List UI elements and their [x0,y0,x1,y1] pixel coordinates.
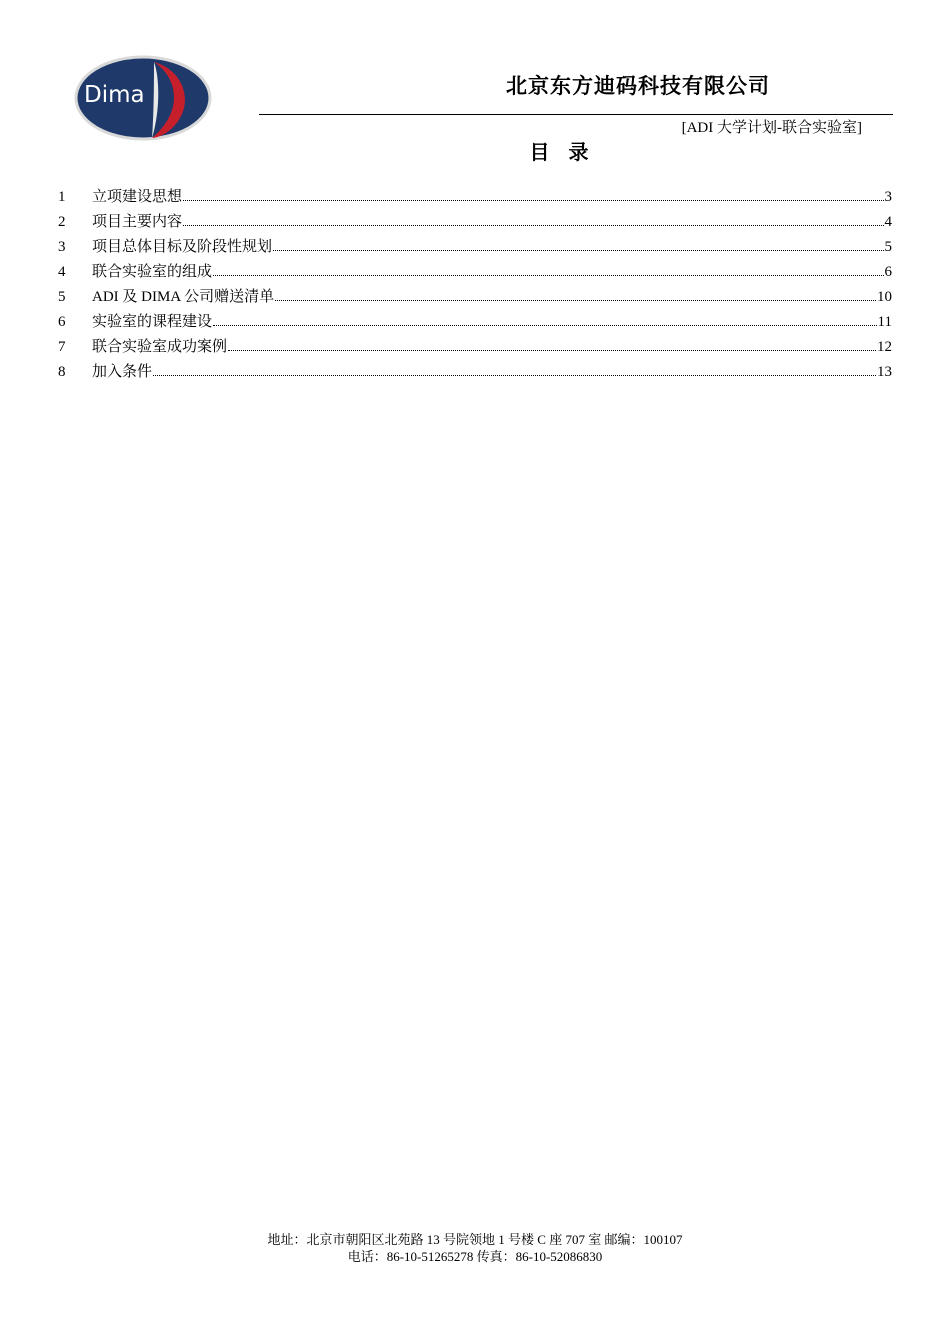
header-divider [259,114,893,115]
footer-address: 地址：北京市朝阳区北苑路 13 号院领地 1 号楼 C 座 707 室 邮编：100107 [267,1232,683,1247]
toc-dot-leader [213,324,877,326]
toc-entry[interactable] [58,261,892,286]
toc-entry-page: 12 [877,339,892,355]
toc-entry-page: 6 [884,264,892,280]
toc-entry-title[interactable]: 项目总体目标及阶段性规划 [92,239,273,255]
logo-text: Dima [84,82,145,108]
toc-entry-title[interactable]: 联合实验室成功案例 [92,339,228,355]
toc-entry-number: 2 [58,214,66,230]
toc-dot-leader [273,249,883,251]
toc-entry-number: 3 [58,239,66,255]
toc-entry-page: 10 [877,289,892,305]
toc-entry-number: 7 [58,339,66,355]
toc-dot-leader [183,199,883,201]
company-name: 北京东方迪码科技有限公司 [506,74,770,98]
toc-entry-title[interactable]: 项目主要内容 [92,214,183,230]
toc-entry-page: 3 [884,189,892,205]
toc-entry[interactable] [58,211,892,236]
toc-entry-page: 13 [877,364,892,380]
footer-contact: 电话：86-10-51265278 传真：86-10-52086830 [347,1249,603,1264]
toc-entry-number: 5 [58,289,66,305]
toc-entry[interactable] [58,361,892,386]
toc-entry-page: 4 [884,214,892,230]
toc-entry[interactable] [58,186,892,211]
header-subtitle: [ADI 大学计划-联合实验室] [681,120,862,136]
toc-dot-leader [275,299,876,301]
toc-entry-number: 4 [58,264,66,280]
toc-entry[interactable] [58,286,892,311]
toc-entry[interactable] [58,311,892,336]
toc-entry-number: 6 [58,314,66,330]
toc-dot-leader [213,274,883,276]
toc-entry-number: 8 [58,364,66,380]
table-of-contents [58,186,892,386]
toc-entry-title[interactable]: 实验室的课程建设 [92,314,213,330]
toc-dot-leader [153,374,876,376]
page-footer [0,1231,950,1265]
toc-title: 目 录 [529,140,595,164]
toc-entry-title[interactable]: ADI 及 DIMA 公司赠送清单 [92,289,275,305]
toc-entry-number: 1 [58,189,66,205]
toc-dot-leader [228,349,876,351]
toc-entry[interactable] [58,336,892,361]
toc-dot-leader [183,224,883,226]
toc-entry-title[interactable]: 加入条件 [92,364,153,380]
company-logo [70,52,216,144]
toc-entry-page: 11 [877,314,892,330]
toc-entry[interactable] [58,236,892,261]
toc-entry-title[interactable]: 联合实验室的组成 [92,264,213,280]
toc-entry-title[interactable]: 立项建设思想 [92,189,183,205]
toc-entry-page: 5 [884,239,892,255]
